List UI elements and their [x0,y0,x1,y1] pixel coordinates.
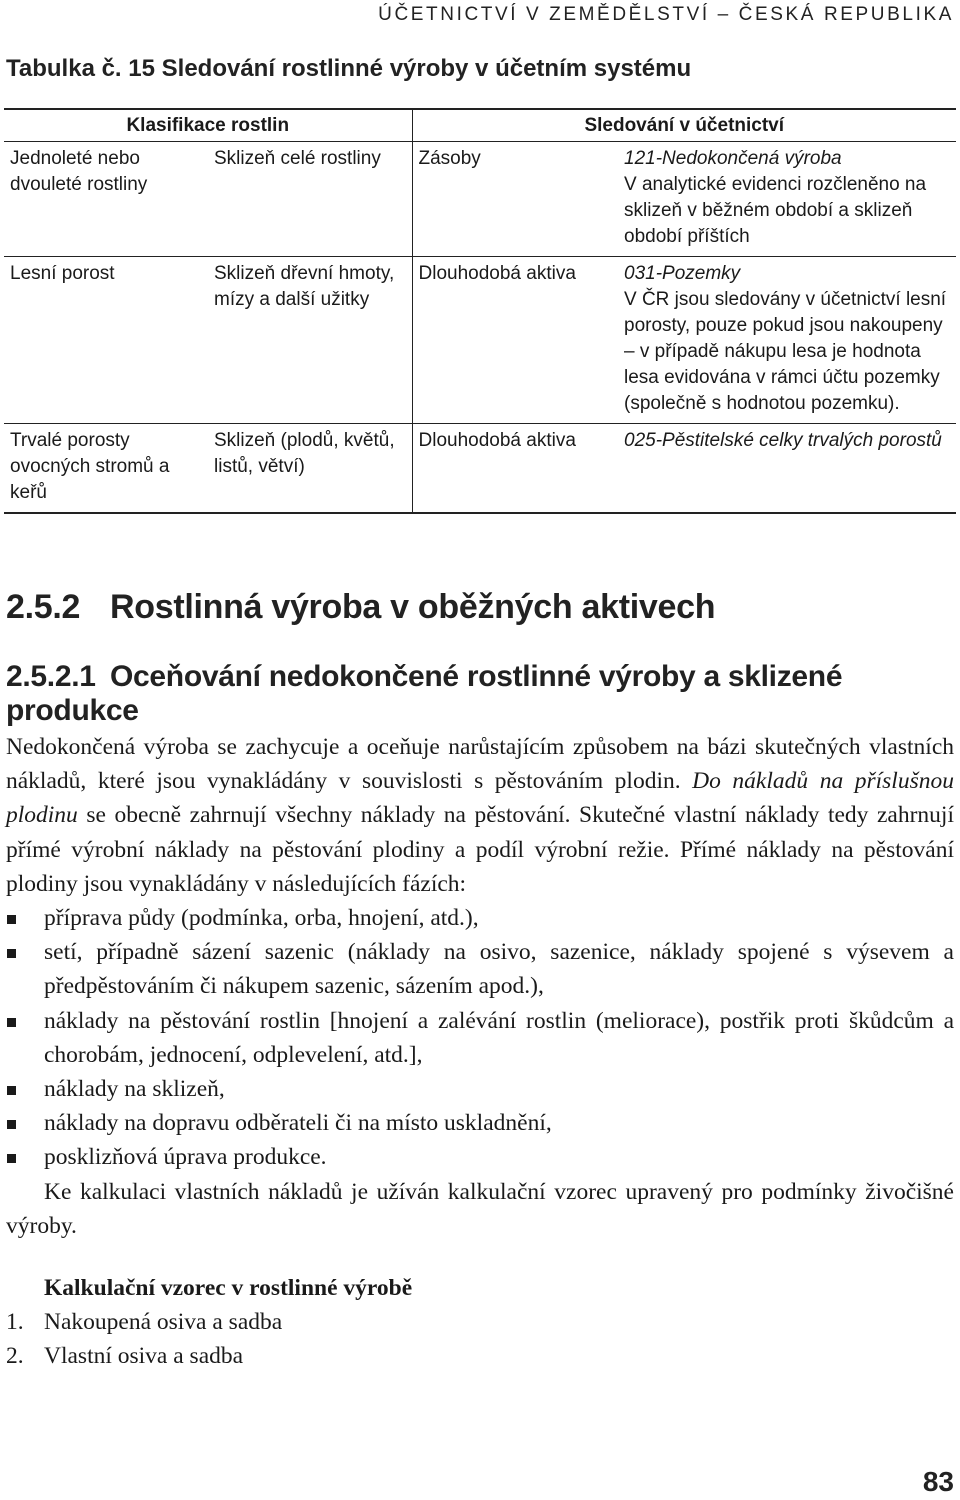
page-number: 83 [922,1466,954,1497]
cell-plant-type: Trvalé porosty ovocných stromů a keřů [10,430,170,503]
square-bullet-icon [7,1154,16,1163]
paragraph-text: Nedokončená výroba se zachycuje a oceňuje narůstajícím způsobem na bázi skutečných vlastních nákladů, které jsou vynakládány v souvislosti s pěstováním plodin. [6,734,954,795]
account-note: V ČR jsou sledovány v účetnictví lesní porosty, pouze pokud jsou nakoupeny – v případě nákupu lesa je hodnota lesa evidována v rámci účtu pozemky (společně s hodnotou pozemku). [624,289,947,414]
cell-plant-type: Jednoleté nebo dvouleté rostliny [4,142,208,257]
list-item-text: náklady na sklizeň, [44,1076,225,1103]
section-title: Rostlinná výroba v oběžných aktivech [110,588,716,626]
paragraph-emphasis: Do nákladů na příslušnou plodinu [6,768,954,829]
list-item-text: náklady na dopravu odběrateli či na místo uskladnění, [44,1110,552,1137]
paragraph-text: se obecně zahrnují všechny náklady na pěstování. Skutečné vlastní náklady tedy zahrnují přímé výrobní náklady na pěstování plodiny a podíl výrobní režie. Přímé náklady na pěstování plodiny jsou vynakládány v následujících fázích: [6,802,954,897]
paragraph-calculation: Ke kalkulaci vlastních nákladů je užíván kalkulační vzorec upravený pro podmínky živočišné výroby. [6,1178,954,1239]
list-item [6,901,954,935]
subsection-number: 2.5.2.1 [6,660,96,693]
section-number: 2.5.2 [6,588,81,626]
cell-plant-type: Lesní porost [4,257,208,424]
formula-heading: Kalkulační vzorec v rostlinné výrobě [44,1275,413,1302]
cell-harvest: Sklizeň celé rostliny [208,142,412,257]
cell-asset-category: Dlouhodobá aktiva [412,257,618,424]
cell-asset-category: Dlouhodobá aktiva [418,430,576,451]
body-text [6,730,954,1374]
account-code: 031-Pozemky [624,263,741,284]
account-note: V analytické evidenci rozčleněno na sklizeň v běžném období a sklizeň období příštích [624,174,927,247]
list-item [6,1072,954,1106]
list-item-text: setí, případně sázení sazenic (náklady na osivo, sazenice, náklady spojené s výsevem a předpěstováním či nákupem sazenic, sázením apod.), [44,939,954,1000]
list-item-number: 1. [6,1309,24,1336]
list-item-number: 2. [6,1343,24,1370]
list-item [6,1305,954,1339]
table-row [4,142,956,257]
cell-harvest: Sklizeň dřevní hmoty, mízy a další užitky [208,257,412,424]
cell-account [618,142,956,257]
subsection-heading [6,660,960,728]
table-row [4,424,956,514]
square-bullet-icon [7,949,16,958]
header-accounting-tracking: Sledování v účetnictví [412,109,956,142]
table-number: Tabulka č. 15 [6,55,155,82]
square-bullet-icon [7,1120,16,1129]
square-bullet-icon [7,1086,16,1095]
table-header-row [4,109,956,142]
section-heading [6,588,715,627]
account-code: 121-Nedokončená výroba [624,148,842,169]
list-item-text: Nakoupená osiva a sadba [44,1309,283,1336]
list-item [6,1106,954,1140]
account-code: 025-Pěstitelské celky trvalých porostů [624,430,942,451]
list-item [6,1004,954,1072]
cell-account [618,257,956,424]
list-item-text: posklizňová úprava produkce. [44,1144,327,1171]
square-bullet-icon [7,915,16,924]
paragraph-intro [6,730,954,901]
running-header: ÚČETNICTVÍ V ZEMĚDĚLSTVÍ – ČESKÁ REPUBLIKA [378,4,954,25]
header-plant-classification: Klasifikace rostlin [4,109,412,142]
list-item [6,1140,954,1174]
list-item [6,935,954,1003]
list-item-text: náklady na pěstování rostlin [hnojení a zalévání rostlin (meliorace), postřik proti škůdcům a chorobám, jednocení, odplevelení, atd.], [44,1007,954,1068]
table-title-text: Sledování rostlinné výroby v účetním systému [161,55,692,82]
subsection-title: Oceňování nedokončené rostlinné výroby a sklizené produkce [6,660,843,727]
formula-list [6,1305,954,1373]
list-item [6,1339,954,1373]
square-bullet-icon [7,1018,16,1027]
list-item-text: příprava půdy (podmínka, orba, hnojení, atd.), [44,905,479,932]
cell-harvest: Sklizeň (plodů, květů, listů, větví) [208,424,412,514]
tracking-table [4,108,956,514]
list-item-text: Vlastní osiva a sadba [44,1343,244,1370]
phase-list [6,901,954,1175]
table-row [4,257,956,424]
table-title [6,55,691,83]
cell-asset-category: Zásoby [412,142,618,257]
cell-account [618,424,956,514]
